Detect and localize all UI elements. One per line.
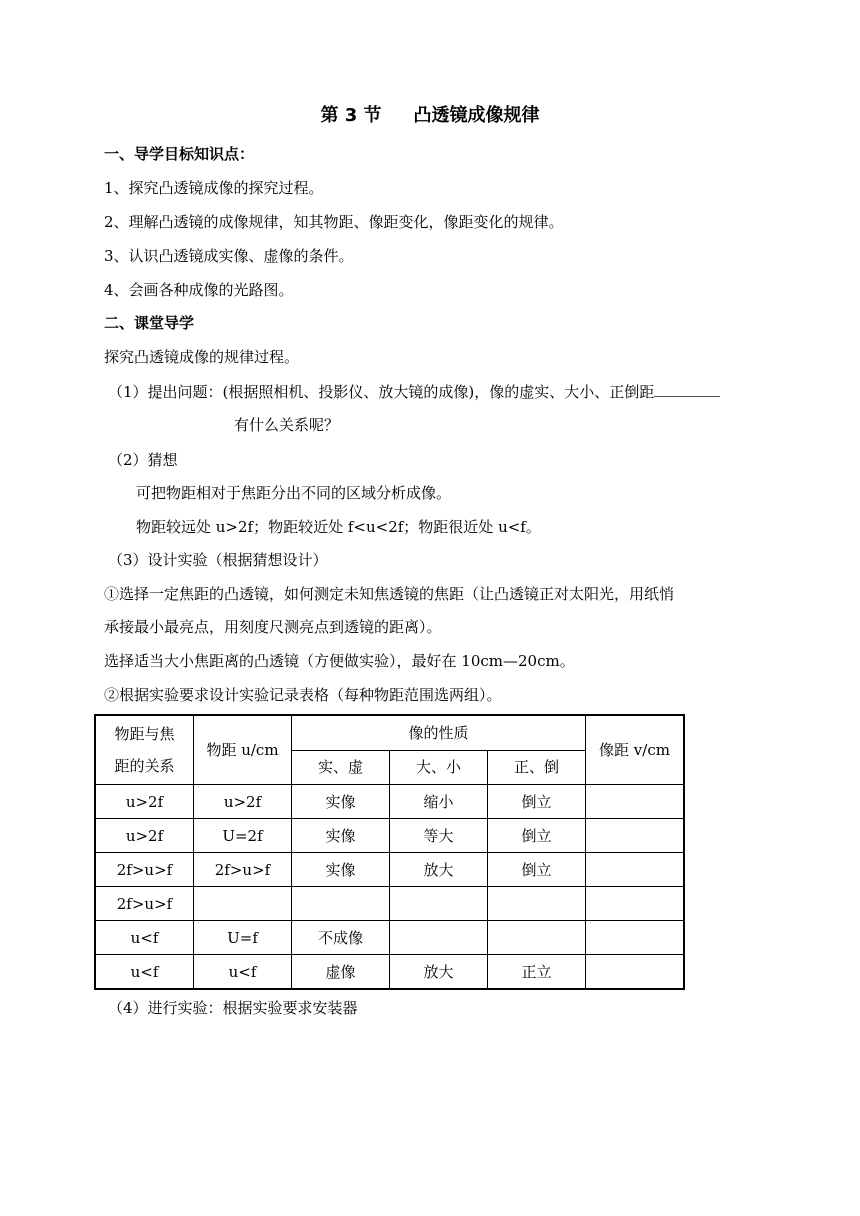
fill-blank <box>654 382 720 397</box>
goal-item: 1、探究凸透镜成像的探究过程。 <box>104 179 324 197</box>
table-cell: U=f <box>194 921 292 955</box>
table-cell <box>586 921 685 955</box>
goals-heading: 一、导学目标知识点： <box>104 145 255 163</box>
table-cell: 2f>u>f <box>95 853 194 887</box>
table-cell <box>390 921 488 955</box>
table-cell: 实像 <box>292 853 390 887</box>
table-cell: 缩小 <box>390 785 488 819</box>
design-step-1: ①选择一定焦距的凸透镜，如何测定未知焦透镜的焦距（让凸透镜正对太阳光，用纸悄 <box>104 585 675 603</box>
table-row <box>95 921 684 955</box>
section-number: 第 3 节 <box>320 105 382 126</box>
table-cell: 不成像 <box>292 921 390 955</box>
table-row <box>95 785 684 819</box>
header-object-distance: 物距 u/cm <box>194 715 292 785</box>
table-cell: 2f>u>f <box>194 853 292 887</box>
table-cell: 放大 <box>390 853 488 887</box>
header-image-props: 像的性质 <box>292 715 586 750</box>
table-cell: 正立 <box>488 955 586 990</box>
page-title <box>0 104 860 128</box>
guess-line: 可把物距相对于焦距分出不同的区域分析成像。 <box>136 484 452 502</box>
table-cell <box>194 887 292 921</box>
header-size: 大、小 <box>390 750 488 785</box>
lens-choice: 选择适当大小焦距离的凸透镜（方便做实验），最好在 10cm—20cm。 <box>104 652 575 670</box>
design-step-2: ②根据实验要求设计实验记录表格（每种物距范围选两组）。 <box>104 686 502 704</box>
goal-item: 4、会画各种成像的光路图。 <box>104 281 294 299</box>
table-cell: 倒立 <box>488 853 586 887</box>
table-row <box>95 955 684 990</box>
table-cell: u>2f <box>194 785 292 819</box>
table-cell: u<f <box>95 955 194 990</box>
table-cell: 放大 <box>390 955 488 990</box>
table-cell <box>488 887 586 921</box>
table-cell: 实像 <box>292 785 390 819</box>
section-name: 凸透镜成像规律 <box>413 105 540 126</box>
table-row <box>95 853 684 887</box>
question-1-text: （1）提出问题：(根据照相机、投影仪、放大镜的成像)，像的虚实、大小、正倒距 <box>108 383 655 401</box>
design-step-1-cont: 承接最小最亮点，用刻度尺测亮点到透镜的距离）。 <box>104 618 442 636</box>
header-real-virtual: 实、虚 <box>292 750 390 785</box>
table-cell: 2f>u>f <box>95 887 194 921</box>
table-cell: 虚像 <box>292 955 390 990</box>
table-cell <box>586 853 685 887</box>
question-3: （3）设计实验（根据猜想设计） <box>108 551 328 569</box>
header-relation-line: 距的关系 <box>114 757 175 775</box>
table-cell <box>586 887 685 921</box>
table-cell: u>2f <box>95 819 194 853</box>
question-4: （4）进行实验：根据实验要求安装器 <box>108 999 358 1017</box>
table-cell <box>586 785 685 819</box>
table-row <box>95 819 684 853</box>
header-relation-line: 物距与焦 <box>114 725 175 743</box>
goal-item: 2、理解凸透镜的成像规律，知其物距、像距变化，像距变化的规律。 <box>104 213 564 231</box>
table-cell <box>586 819 685 853</box>
table-cell: U=2f <box>194 819 292 853</box>
table-cell: u<f <box>194 955 292 990</box>
header-relation <box>95 715 194 785</box>
question-1 <box>108 382 720 402</box>
class-heading: 二、课堂导学 <box>104 314 195 332</box>
table-row <box>95 887 684 921</box>
table-cell: u<f <box>95 921 194 955</box>
guess-line: 物距较远处 u>2f；物距较近处 f<u<2f；物距很近处 u<f。 <box>136 518 541 536</box>
question-1-continued: 有什么关系呢？ <box>234 416 340 434</box>
table-cell: 倒立 <box>488 819 586 853</box>
table-cell: 倒立 <box>488 785 586 819</box>
table-cell: 等大 <box>390 819 488 853</box>
header-orientation: 正、倒 <box>488 750 586 785</box>
header-image-distance: 像距 v/cm <box>586 715 685 785</box>
table-cell <box>292 887 390 921</box>
table-cell <box>390 887 488 921</box>
table-cell <box>586 955 685 990</box>
table-cell: 实像 <box>292 819 390 853</box>
table-cell: u>2f <box>95 785 194 819</box>
table-cell <box>488 921 586 955</box>
question-2: （2）猜想 <box>108 451 178 469</box>
goal-item: 3、认识凸透镜成实像、虚像的条件。 <box>104 247 354 265</box>
intro-text: 探究凸透镜成像的规律过程。 <box>104 348 300 366</box>
experiment-table <box>94 714 685 990</box>
